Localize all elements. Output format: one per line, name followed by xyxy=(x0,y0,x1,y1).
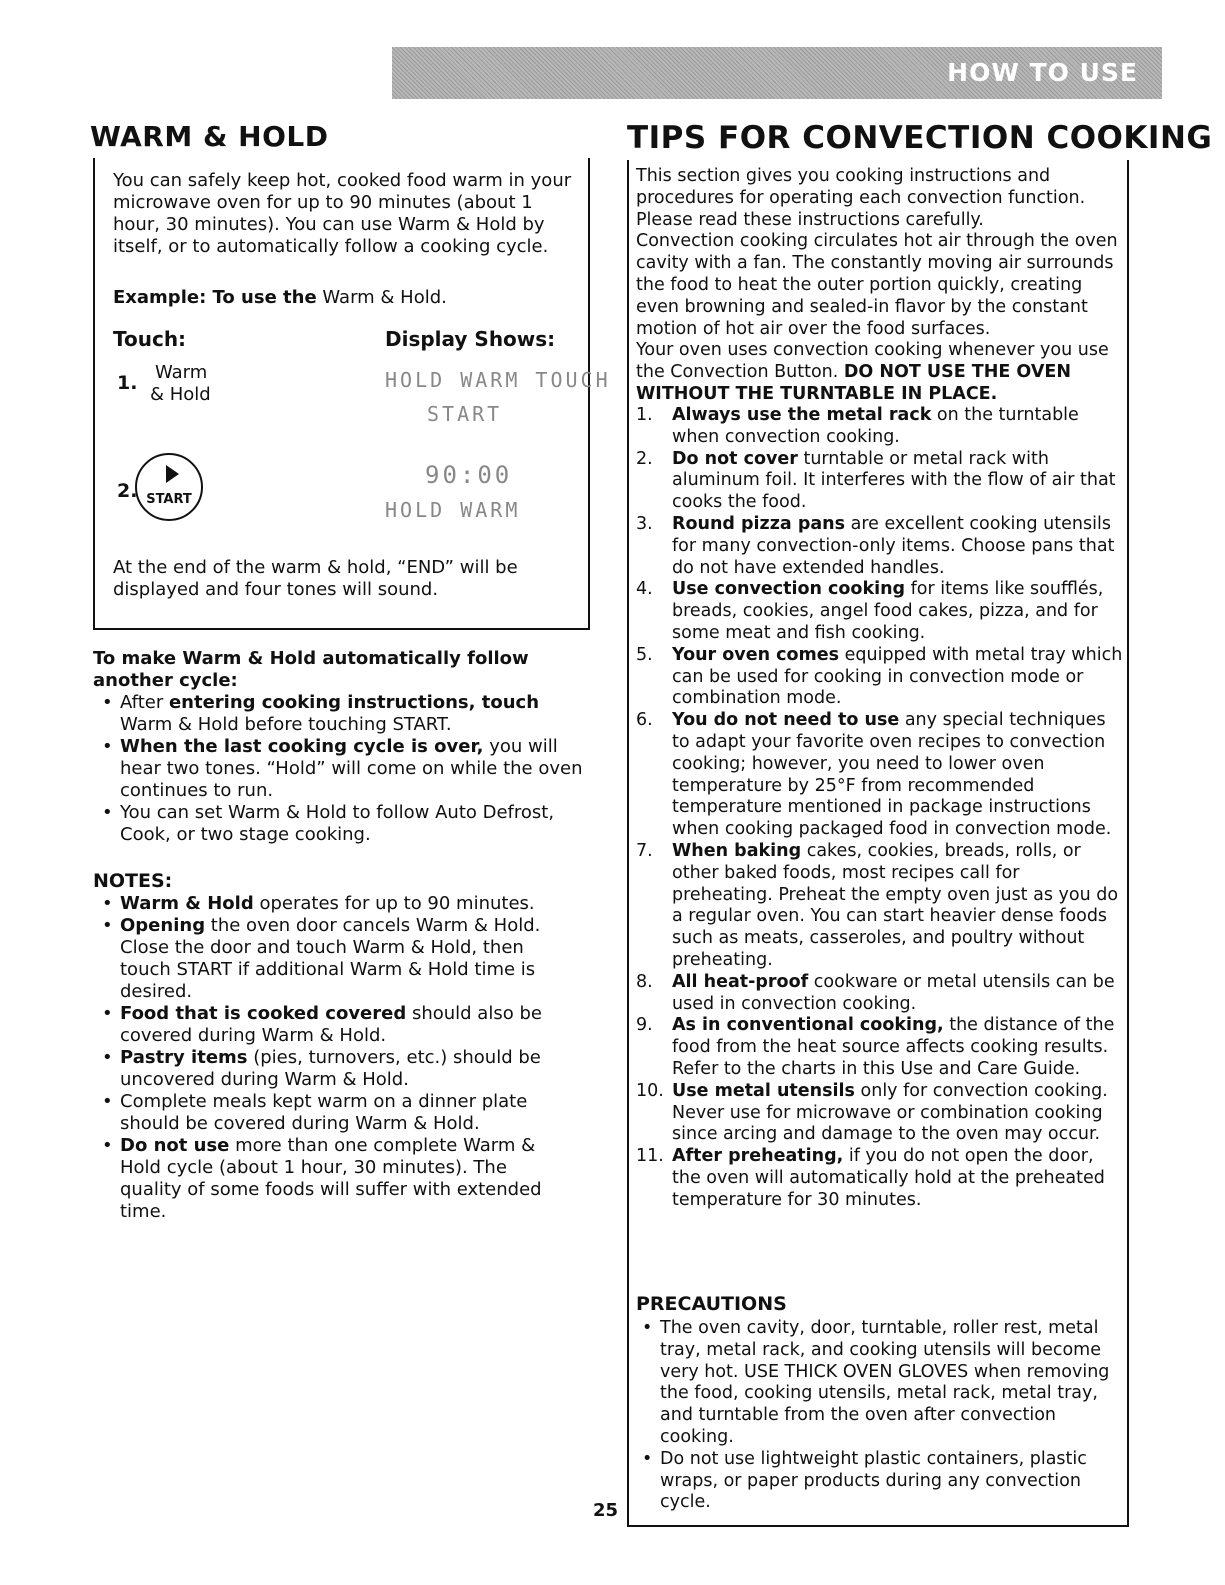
step2-display-line1: 90:00 xyxy=(425,461,513,489)
list-item: • Opening the oven door cancels Warm & Hold. Close the door and touch Warm & Hold, then touch START if additional Warm & Hold time is desired. xyxy=(98,915,568,1003)
list-item: • You can set Warm & Hold to follow Auto Defrost, Cook, or two stage cooking. xyxy=(98,802,588,846)
list-item: • Warm & Hold operates for up to 90 minutes. xyxy=(98,893,568,915)
list-item: • Pastry items (pies, turnovers, etc.) should be uncovered during Warm & Hold. xyxy=(98,1047,568,1091)
warm-hold-intro: You can safely keep hot, cooked food warm in your microwave oven for up to 90 minutes (about 1 hour, 30 minutes). You can use Warm & Hold by itself, or to automatically follow a cooking cycle. xyxy=(113,170,572,257)
list-item: 8. All heat-proof cookware or metal utensils can be used in convection cooking. xyxy=(636,971,1115,1014)
notes-heading: NOTES: xyxy=(93,870,173,892)
touch-heading: Touch: xyxy=(113,327,187,351)
list-item: 2. Do not cover turntable or metal rack with aluminum foil. It interferes with the flow of air that cooks the food. xyxy=(636,448,1116,513)
step1-line1: Warm xyxy=(155,362,208,383)
display-heading: Display Shows: xyxy=(385,327,556,351)
list-item: 4. Use convection cooking for items like soufflés, breads, cookies, angel food cakes, pizza, and for some meat and fish cooking. xyxy=(636,579,1104,643)
example-line xyxy=(113,287,583,309)
section-banner xyxy=(392,47,1162,99)
list-item: • Do not use lightweight plastic containers, plastic wraps, or paper products during any convection cycle. xyxy=(638,1449,1122,1514)
list-item: • After entering cooking instructions, touch Warm & Hold before touching START. xyxy=(98,692,588,736)
auto-heading: To make Warm & Hold automatically follow another cycle: xyxy=(93,648,529,691)
end-text: At the end of the warm & hold, “END” will be displayed and four tones will sound. xyxy=(113,557,518,600)
step1-display-line2: START xyxy=(427,402,503,426)
list-item: 10. Use metal utensils only for convection cooking. Never use for microwave or combination cooking since arcing and damage to the oven may occur. xyxy=(636,1080,1108,1145)
list-item: 3. Round pizza pans are excellent cooking utensils for many convection-only items. Choose pans that do not have extended handles. xyxy=(636,513,1115,578)
start-button-label: START xyxy=(146,492,192,507)
list-item: 7. When baking cakes, cookies, breads, rolls, or other baked foods, most recipes call for preheating. Preheat the empty oven just as you do a regular oven. You can start heavier dense foods such as meats, casseroles, and poultry without preheating. xyxy=(636,840,1119,970)
start-button xyxy=(135,453,203,521)
convection-title: TIPS FOR CONVECTION COOKING xyxy=(627,120,1213,156)
example-rest: Warm & Hold. xyxy=(316,287,447,308)
list-item: 1. Always use the metal rack on the turntable when convection cooking. xyxy=(636,405,1079,447)
list-item: • Complete meals kept warm on a dinner plate should be covered during Warm & Hold. xyxy=(98,1091,568,1135)
list-item: • The oven cavity, door, turntable, roller rest, metal tray, metal rack, and cooking utensils will become very hot. USE THICK OVEN GLOVES when removing the food, cooking utensils, metal rack, metal tray, and turntable from the oven after convection cooking. xyxy=(638,1318,1122,1449)
auto-list xyxy=(98,692,588,846)
play-icon xyxy=(166,465,179,483)
notes-list xyxy=(98,893,568,1223)
step2-display-line2: HOLD WARM xyxy=(385,498,521,522)
banner-label: HOW TO USE xyxy=(947,58,1138,87)
example-bold: Example: To use the xyxy=(113,287,317,308)
step2-number: 2. xyxy=(117,480,138,502)
list-item: 6. You do not need to use any special techniques to adapt your favorite oven recipes to convection cooking; however, you need to lower oven temperature by 25°F from recommended temperature mentioned in package instructions when cooking packaged food in convection mode. xyxy=(636,710,1112,840)
list-item: 9. As in conventional cooking, the distance of the food from the heat source affects cooking results. Refer to the charts in this Use and Care Guide. xyxy=(636,1015,1115,1079)
convection-intro xyxy=(636,166,1122,406)
intro-paragraph-1: This section gives you cooking instructions and procedures for operating each convection function. Please read these instructions carefully. xyxy=(636,166,1086,230)
step1-line2: & Hold xyxy=(150,384,211,405)
list-item: 5. Your oven comes equipped with metal tray which can be used for cooking in convection mode or combination mode. xyxy=(636,644,1123,709)
list-item: • Food that is cooked covered should also be covered during Warm & Hold. xyxy=(98,1003,568,1047)
step1-number: 1. xyxy=(117,372,138,394)
step1-display-line1: HOLD WARM TOUCH xyxy=(385,368,611,392)
page-number: 25 xyxy=(593,1500,619,1521)
list-item: • When the last cooking cycle is over, you will hear two tones. “Hold” will come on while the oven continues to run. xyxy=(98,736,588,802)
tips-list xyxy=(628,405,1124,1211)
warm-hold-title: WARM & HOLD xyxy=(90,120,329,153)
list-item: 11. After preheating, if you do not open the door, the oven will automatically hold at the preheated temperature for 30 minutes. xyxy=(636,1146,1105,1210)
intro-paragraph-3: Your oven uses convection cooking whenever you use the Convection Button. DO NOT USE THE OVEN WITHOUT THE TURNTABLE IN PLACE. xyxy=(636,340,1109,404)
precautions-heading: PRECAUTIONS xyxy=(636,1293,787,1315)
precautions-list xyxy=(638,1318,1122,1514)
list-item: • Do not use more than one complete Warm & Hold cycle (about 1 hour, 30 minutes). The quality of some foods will suffer with extended time. xyxy=(98,1135,568,1223)
intro-paragraph-2: Convection cooking circulates hot air through the oven cavity with a fan. The constantly moving air surrounds the food to heat the outer portion quickly, creating even browning and sealed-in flavor by the constant motion of hot air over the food surfaces. xyxy=(636,231,1118,339)
